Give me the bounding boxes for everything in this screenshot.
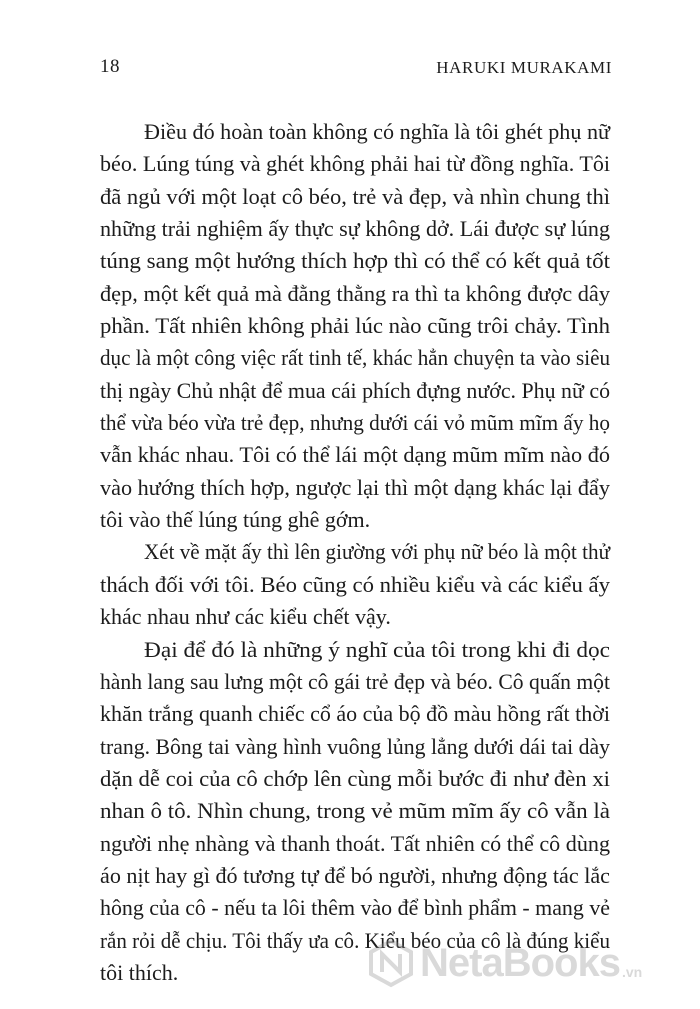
text-line bbox=[100, 763, 610, 795]
text-line bbox=[100, 213, 610, 245]
line-text: dục là một công việc rất tinh tế, khác hẳn chuyện ta vào siêu bbox=[100, 345, 611, 371]
line-text: khác nhau như các kiểu chết vậy. bbox=[100, 604, 391, 630]
text-line bbox=[100, 860, 610, 892]
line-text: hông của cô - nếu ta lôi thêm vào để bình phẩm - mang vẻ bbox=[100, 895, 611, 921]
text-line bbox=[100, 116, 610, 148]
line-text: đã ngủ với một loạt cô béo, trẻ và đẹp, và nhìn chung thì bbox=[100, 183, 610, 209]
text-line bbox=[100, 439, 610, 471]
text-line bbox=[100, 536, 610, 568]
text-line bbox=[100, 601, 610, 633]
line-text: hành lang sau lưng một cô gái trẻ đẹp và béo. Cô quấn một bbox=[100, 668, 611, 694]
line-text: khăn trắng quanh chiếc cổ áo của bộ đồ màu hồng rất thời bbox=[100, 701, 610, 727]
line-text: đẹp, một kết quả mà đằng thằng ra thì ta không được dây bbox=[100, 280, 611, 306]
text-line bbox=[100, 795, 610, 827]
line-text: tôi thích. bbox=[100, 959, 179, 985]
line-text: thách đối với tôi. Béo cũng có nhiều kiểu và các kiểu ấy bbox=[100, 571, 610, 597]
text-line bbox=[100, 828, 610, 860]
line-text: thể vừa béo vừa trẻ đẹp, nhưng dưới cái vỏ mũm mĩm ấy họ bbox=[100, 410, 611, 436]
text-line bbox=[100, 310, 610, 342]
text-line bbox=[100, 666, 610, 698]
line-text: dặn dễ coi của cô chớp lên cùng mỗi bước đi như đèn xi bbox=[100, 765, 610, 791]
line-text: vào hướng thích hợp, ngược lại thì một dạng khác lại đẩy bbox=[100, 474, 611, 500]
line-text: nhan ô tô. Nhìn chung, trong vẻ mũm mĩm ấy cô vẫn là bbox=[100, 798, 611, 824]
line-text: trang. Bông tai vàng hình vuông lủng lẳng dưới dái tai dày bbox=[100, 733, 611, 759]
line-text: Đại để đó là những ý nghĩ của tôi trong khi đi dọc bbox=[144, 636, 611, 662]
watermark-suffix: .vn bbox=[621, 964, 643, 980]
line-text: người nhẹ nhàng và thanh thoát. Tất nhiên có thể cô dùng bbox=[100, 830, 611, 856]
line-text: thị ngày Chủ nhật để mua cái phích đựng nước. Phụ nữ có bbox=[100, 377, 611, 403]
text-line bbox=[100, 375, 610, 407]
line-text: rắn rỏi dễ chịu. Tôi thấy ưa cô. Kiểu béo của cô là đúng kiểu bbox=[100, 927, 610, 953]
text-line bbox=[100, 731, 610, 763]
text-line bbox=[100, 407, 610, 439]
page-number: 18 bbox=[100, 56, 120, 77]
watermark-brand: NetaBooks bbox=[420, 940, 620, 985]
line-text: túng sang một hướng thích hợp thì có thể có kết quả tốt bbox=[100, 248, 611, 274]
text-line bbox=[100, 504, 610, 536]
text-line bbox=[100, 245, 610, 277]
line-text: Xét về mặt ấy thì lên giường với phụ nữ béo là một thử bbox=[144, 539, 611, 565]
text-line bbox=[100, 472, 610, 504]
text-line bbox=[100, 148, 610, 180]
line-text: phần. Tất nhiên không phải lúc nào cũng trôi chảy. Tình bbox=[100, 313, 610, 339]
line-text: những trải nghiệm ấy thực sự không dở. Lái được sự lúng bbox=[100, 216, 610, 242]
line-text: béo. Lúng túng và ghét không phải hai từ đồng nghĩa. Tôi bbox=[100, 151, 611, 177]
line-text: tôi vào thế lúng túng ghê gớm. bbox=[100, 507, 371, 533]
running-head: HARUKI MURAKAMI bbox=[436, 58, 612, 77]
text-line bbox=[100, 342, 610, 374]
line-text: áo nịt hay gì đó tương tự để bó người, nhưng động tác lắc bbox=[100, 862, 611, 888]
text-line bbox=[100, 181, 610, 213]
line-text: vẫn khác nhau. Tôi có thể lái một dạng mũm mĩm nào đó bbox=[100, 442, 611, 468]
text-line bbox=[100, 892, 610, 924]
watermark bbox=[366, 938, 642, 988]
text-line bbox=[100, 698, 610, 730]
text-line bbox=[100, 634, 610, 666]
text-line bbox=[100, 278, 610, 310]
body-text bbox=[100, 116, 610, 989]
line-text: Điều đó hoàn toàn không có nghĩa là tôi ghét phụ nữ bbox=[144, 119, 611, 144]
text-line bbox=[100, 569, 610, 601]
netabooks-logo-icon bbox=[366, 938, 416, 988]
